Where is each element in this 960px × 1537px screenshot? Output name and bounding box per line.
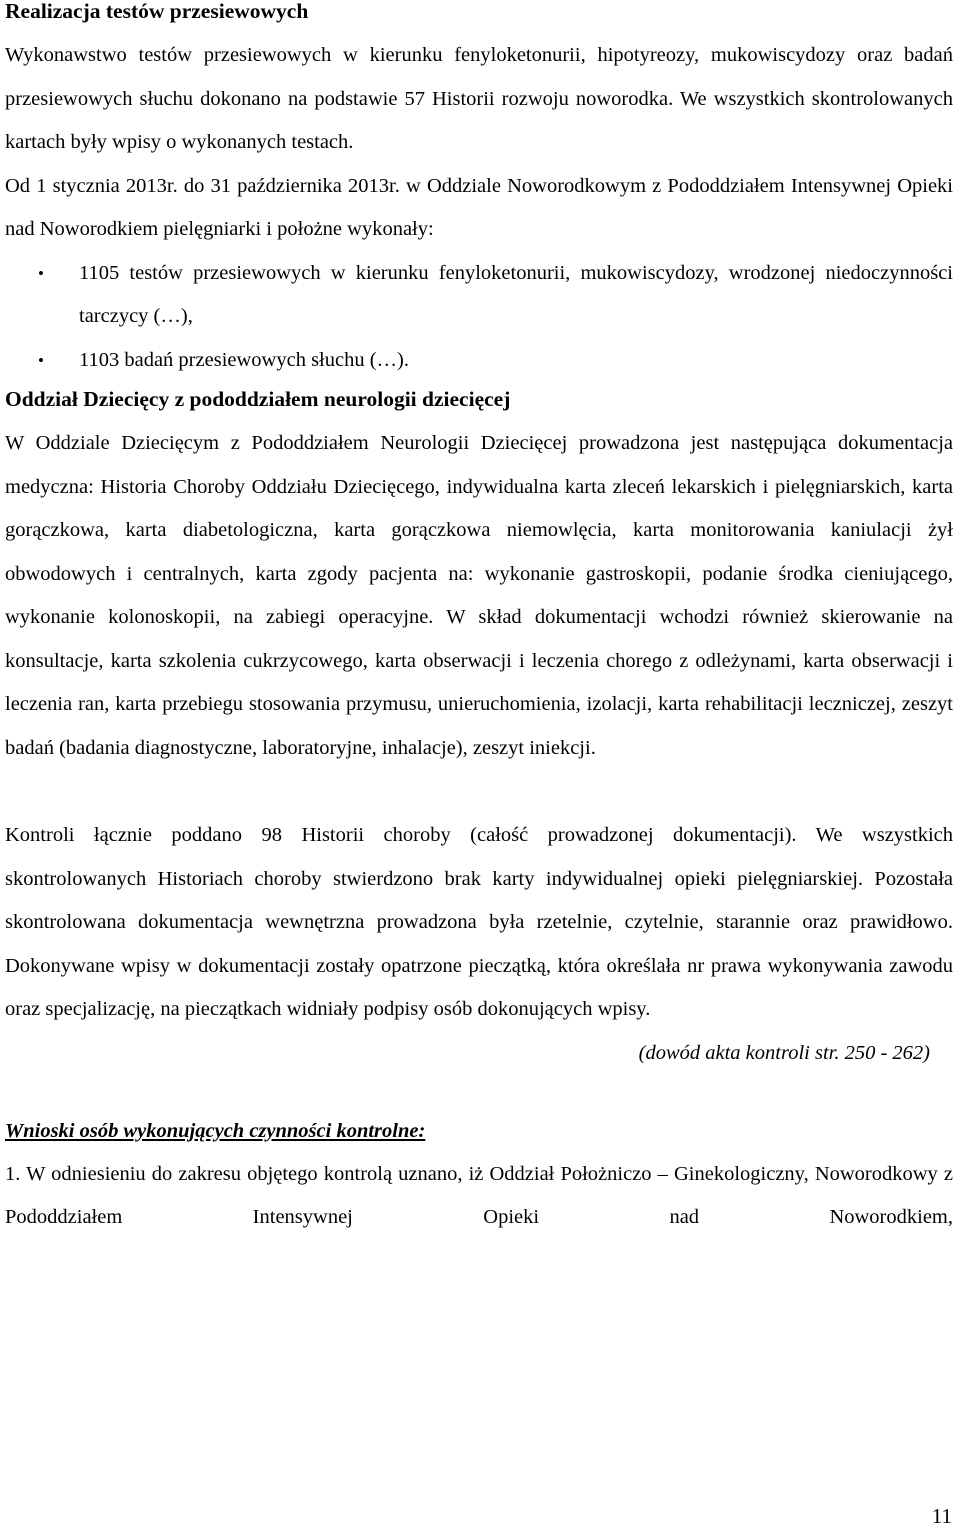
evidence-reference: (dowód akta kontroli str. 250 - 262) [638,1041,930,1064]
list-item [5,339,953,383]
paragraph-control-results: Kontroli łącznie poddano 98 Historii choroby (całość prowadzonej dokumentacji). We wszystkich skontrolowanych Historiach choroby stwierdzono brak karty indywidualnej opieki pielęgniarskiej. Pozostała skontrolowana dokumentacja wewnętrzna prowadzona była rzetelnie, czytelnie, starannie oraz prawidłowo. Dokonywane wpisy w dokumentacji zostały opatrzone pieczątką, która określała nr prawa wykonywania zawodu oraz specjalizację, na pieczątkach widniały podpisy osób dokonujących wpisy. [5,824,953,1020]
list-item [5,252,953,339]
bullet-icon: • [38,263,44,283]
conclusion-item-1: 1. W odniesieniu do zakresu objętego kontrolą uznano, iż Oddział Położniczo – Ginekologiczny, Noworodkowy z Pododdziałem Intensywnej Opieki nad Noworodkiem, [5,1162,953,1228]
page-number: 11 [931,1504,952,1528]
paragraph-screening-period: Od 1 stycznia 2013r. do 31 października 2013r. w Oddziale Noworodkowym z Pododdziałem Intensywnej Opieki nad Noworodkiem pielęgniarki i położne wykonały: [5,174,953,240]
section-heading-pediatric-ward: Oddział Dziecięcy z pododdziałem neurologii dziecięcej [5,387,511,411]
document-page [5,0,953,1240]
list-item-text: 1105 testów przesiewowych w kierunku fenyloketonurii, mukowiscydozy, wrodzonej niedoczynności tarczycy (…), [79,261,953,327]
section-heading-screening-tests: Realizacja testów przesiewowych [5,0,309,23]
conclusions-heading: Wnioski osób wykonujących czynności kontrolne: [5,1119,426,1142]
screening-results-list [5,252,953,383]
paragraph-pediatric-documentation: W Oddziale Dziecięcym z Pododdziałem Neurologii Dziecięcej prowadzona jest następująca dokumentacja medyczna: Historia Choroby Oddziału Dziecięcego, indywidualna karta zleceń lekarskich i pielęgniarskich, karta gorączkowa, karta diabetologiczna, karta gorączkowa niemowlęcia, karta monitorowania kaniulacji żył obwodowych i centralnych, karta zgody pacjenta na: wykonanie gastroskopii, podanie środka cieniującego, wykonanie kolonoskopii, na zabiegi operacyjne. W skład dokumentacji wchodzi również skierowanie na konsultacje, karta szkolenia cukrzycowego, karta obserwacji i leczenia chorego z odleżynami, karta obserwacji i leczenia ran, karta przebiegu stosowania przymusu, unieruchomienia, izolacji, karta rehabilitacji leczniczej, zeszyt badań (badania diagnostyczne, laboratoryjne, inhalacje), zeszyt iniekcji. [5,432,953,759]
paragraph-screening-intro: Wykonawstwo testów przesiewowych w kierunku fenyloketonurii, hipotyreozy, mukowiscydozy oraz badań przesiewowych słuchu dokonano na podstawie 57 Historii rozwoju noworodka. We wszystkich skontrolowanych kartach były wpisy o wykonanych testach. [5,44,953,153]
bullet-icon: • [38,350,44,370]
list-item-text: 1103 badań przesiewowych słuchu (…). [79,348,409,371]
